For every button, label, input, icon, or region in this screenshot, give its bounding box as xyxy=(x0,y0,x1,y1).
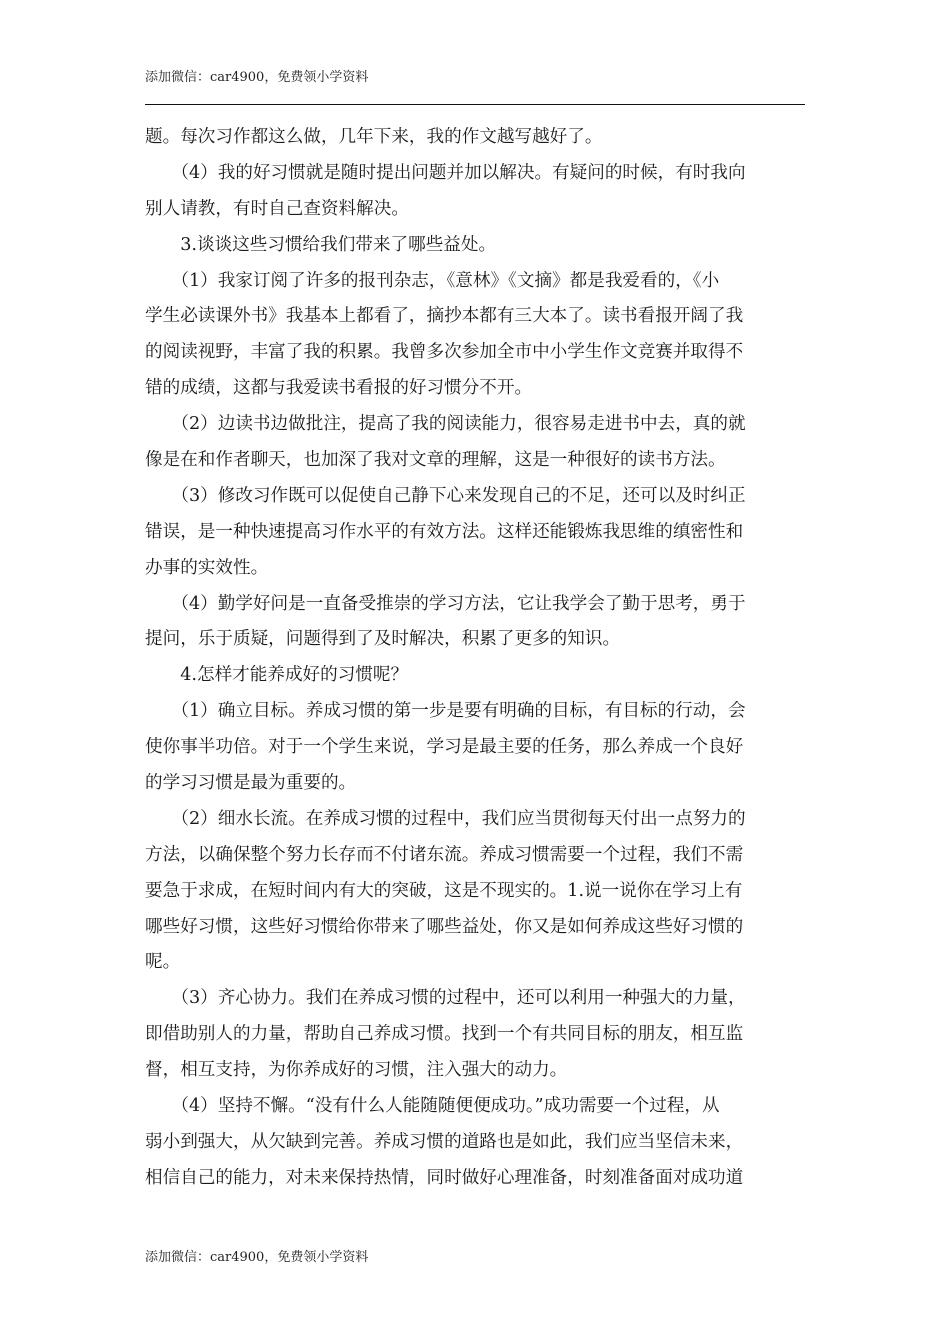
text-line: 题。每次习作都这么做，几年下来，我的作文越写越好了。 xyxy=(145,127,603,147)
text-line: （3）齐心协力。我们在养成习惯的过程中，还可以利用一种强大的力量， xyxy=(145,988,746,1009)
text-line: 提问，乐于质疑，问题得到了及时解决，积累了更多的知识。 xyxy=(145,629,621,650)
header-divider xyxy=(145,104,805,105)
text-line: （1）确立目标。养成习惯的第一步是要有明确的目标，有目标的行动，会 xyxy=(145,701,746,722)
text-line: 错的成绩，这都与我爱读书看报的好习惯分不开。 xyxy=(145,378,533,399)
page-footer-text: 添加微信：car4900，免费领小学资料 xyxy=(145,1250,369,1265)
text-line: 像是在和作者聊天，也加深了我对文章的理解，这是一种很好的读书方法。 xyxy=(145,450,726,471)
text-line: 错误，是一种快速提高习作水平的有效方法。这样还能锻炼我思维的缜密性和 xyxy=(145,521,744,542)
page-header-text: 添加微信：car4900，免费领小学资料 xyxy=(145,70,369,85)
text-line: 方法，以确保整个努力长存而不付诸东流。养成习惯需要一个过程，我们不需 xyxy=(145,844,744,865)
text-line: 的学习习惯是最为重要的。 xyxy=(145,773,357,794)
text-line: （2）细水长流。在养成习惯的过程中，我们应当贯彻每天付出一点努力的 xyxy=(145,808,746,829)
text-line: 使你事半功倍。对于一个学生来说，学习是最主要的任务，那么养成一个良好 xyxy=(145,737,744,758)
text-line: （3）修改习作既可以促使自己静下心来发现自己的不足，还可以及时纠正 xyxy=(145,485,746,506)
text-line: 要急于求成，在短时间内有大的突破，这是不现实的。1.说一说你在学习上有 xyxy=(145,880,743,901)
text-line: （4）坚持不懈。“没有什么人能随随便便成功。”成功需要一个过程，从 xyxy=(145,1096,720,1117)
text-line: （2）边读书边做批注，提高了我的阅读能力，很容易走进书中去，真的就 xyxy=(145,414,746,435)
text-line: （4）勤学好问是一直备受推崇的学习方法，它让我学会了勤于思考，勇于 xyxy=(145,593,746,614)
text-line: 4.怎样才能养成好的习惯呢？ xyxy=(145,665,409,686)
text-line: 哪些好习惯，这些好习惯给你带来了哪些益处，你又是如何养成这些好习惯的 xyxy=(145,916,744,937)
text-line: 督，相互支持，为你养成好的习惯，注入强大的动力。 xyxy=(145,1060,568,1081)
text-line: 3.谈谈这些习惯给我们带来了哪些益处。 xyxy=(145,234,497,255)
document-body xyxy=(145,120,805,1197)
text-line: 即借助别人的力量，帮助自己养成习惯。找到一个有共同目标的朋友，相互监 xyxy=(145,1024,744,1045)
text-line: （4）我的好习惯就是随时提出问题并加以解决。有疑问的时候，有时我向 xyxy=(145,162,746,183)
text-line: 的阅读视野，丰富了我的积累。我曾多次参加全市中小学生作文竞赛并取得不 xyxy=(145,342,744,363)
text-line: 呢。 xyxy=(145,952,181,973)
text-line: 学生必读课外书》我基本上都看了，摘抄本都有三大本了。读书看报开阔了我 xyxy=(145,306,744,327)
text-line: 办事的实效性。 xyxy=(145,557,269,578)
text-line: 弱小到强大，从欠缺到完善。养成习惯的道路也是如此，我们应当坚信未来， xyxy=(145,1131,744,1152)
text-line: 相信自己的能力，对未来保持热情，同时做好心理准备，时刻准备面对成功道 xyxy=(145,1167,744,1188)
text-line: （1）我家订阅了许多的报刊杂志，《意林》《文摘》都是我爱看的，《小 xyxy=(145,270,720,291)
text-line: 别人请教，有时自己查资料解决。 xyxy=(145,198,409,219)
